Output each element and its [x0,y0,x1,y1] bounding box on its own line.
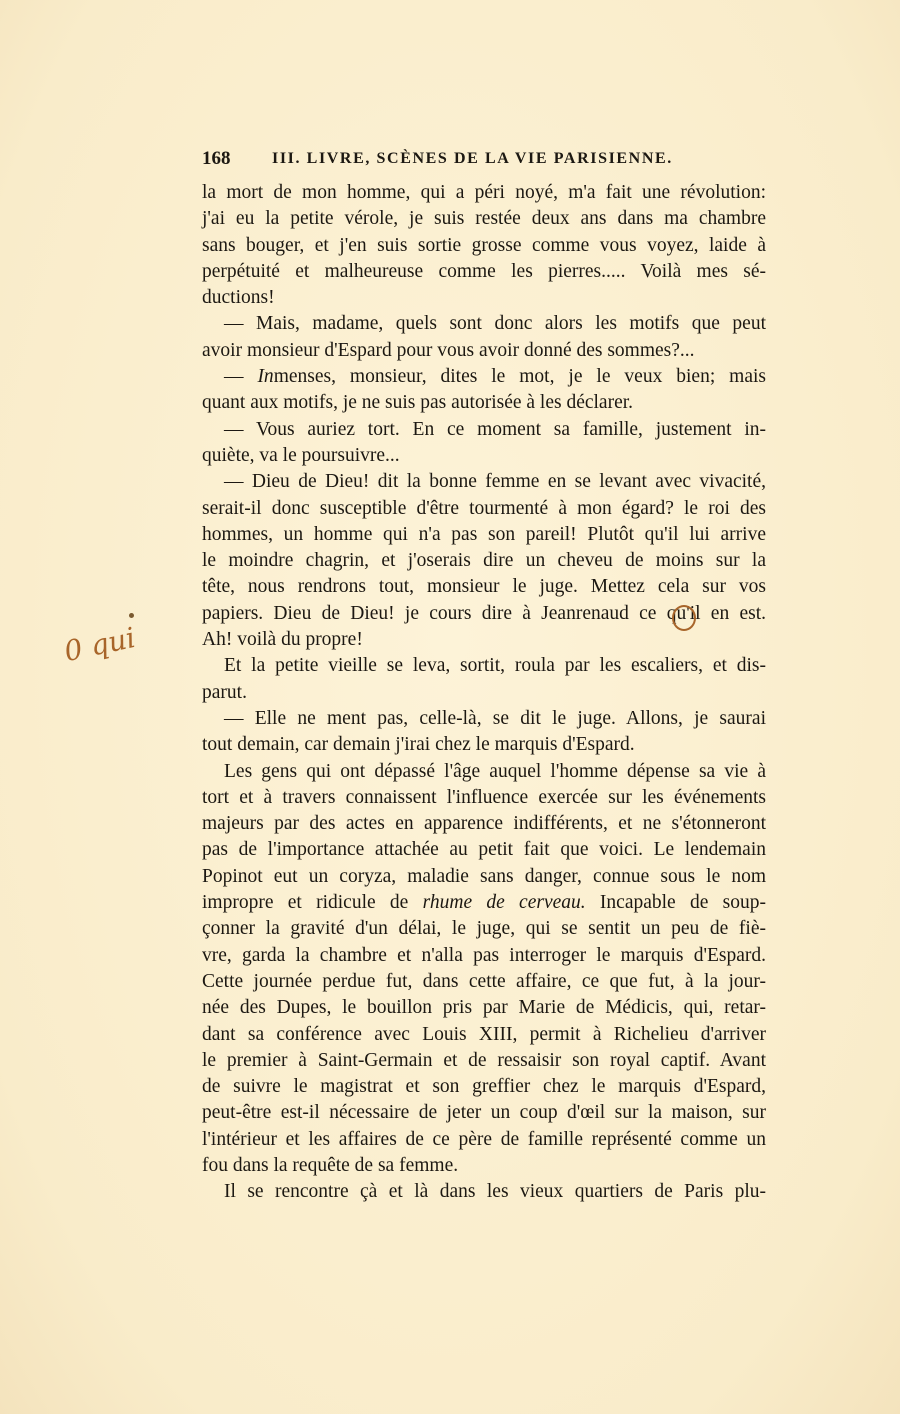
line-text: parut. [202,681,247,703]
line-text: quiète, va le poursuivre... [202,444,400,466]
proofreading-circle-mark [672,605,696,631]
text-line [202,837,766,863]
line-text: sans bouger, et j'en suis sortie grosse comme vous voyez, laide à [202,234,766,256]
text-line [202,1153,766,1179]
line-text: dant sa conférence avec Louis XIII, permit à Richelieu d'arriver [202,1023,766,1045]
line-text: Cette journée perdue fut, dans cette affaire, ce que fut, à la jour- [202,970,766,992]
line-text: quant aux motifs, je ne suis pas autorisée à les déclarer. [202,392,634,414]
text-line [202,233,766,259]
line-text: — Dieu de Dieu! dit la bonne femme en se levant avec vivacité, [224,471,766,493]
text-line [202,574,766,600]
text-line [202,180,766,206]
text-line [202,1100,766,1126]
text-line [202,364,766,390]
line-text: tout demain, car demain j'irai chez le marquis d'Espard. [202,734,635,756]
text-line [202,285,766,311]
text-line [202,469,766,495]
text-line [202,522,766,548]
text-line [202,1048,766,1074]
text-line [202,1022,766,1048]
text-line [202,548,766,574]
page-body-text [202,180,766,1206]
handwritten-margin-note: 0 qui [61,620,139,669]
text-line [202,706,766,732]
page-number: 168 [202,148,231,169]
running-title: III. LIVRE, SCÈNES DE LA VIE PARISIENNE. [272,150,673,167]
line-text: perpétuité et malheureuse comme les pierres..... Voilà mes sé- [202,260,766,282]
text-line [202,1179,766,1205]
line-text: Il se rencontre çà et là dans les vieux quartiers de Paris plu- [224,1181,766,1203]
line-text: — Elle ne ment pas, celle-là, se dit le juge. Allons, je saurai [224,707,766,729]
text-line [202,732,766,758]
text-line [202,259,766,285]
line-text: peut-être est-il nécessaire de jeter un coup d'œil sur la maison, sur [202,1102,766,1124]
text-line [202,995,766,1021]
text-line [202,311,766,337]
italic-text: In [257,366,274,388]
line-text: fou dans la requête de sa femme. [202,1154,459,1176]
line-text: ductions! [202,287,275,309]
line-text: menses, monsieur, dites le mot, je le veux bien; mais [273,366,766,388]
line-text: j'ai eu la petite vérole, je suis restée deux ans dans ma chambre [202,208,766,230]
line-text: le moindre chagrin, et j'oserais dire un cheveu de moins sur la [202,550,766,572]
text-line [202,785,766,811]
line-text: pas de l'importance attachée au petit fait que voici. Le lendemain [202,839,766,861]
italic-text: rhume de cerveau. [422,892,586,914]
text-line [202,627,766,653]
line-text: çonner la gravité d'un délai, le juge, qui se sentit un peu de fiè- [202,918,766,940]
line-text: papiers. Dieu de Dieu! je cours dire à Jeanrenaud ce qu'il en est. [202,602,766,624]
text-line [202,653,766,679]
line-text: hommes, un homme qui n'a pas son pareil! Plutôt qu'il lui arrive [202,523,766,545]
line-text: née des Dupes, le bouillon pris par Marie de Médicis, qui, retar- [202,997,766,1019]
text-line [202,443,766,469]
line-text: l'intérieur et les affaires de ce père de famille représenté comme un [202,1128,766,1150]
line-text: Les gens qui ont dépassé l'âge auquel l'homme dépense sa vie à [224,760,766,782]
line-text: tête, nous rendrons tout, monsieur le juge. Mettez cela sur vos [202,576,766,598]
line-text: Incapable de soup- [585,892,766,914]
line-text: tort et à travers connaissent l'influence exercée sur les événements [202,786,766,808]
line-text: impropre et ridicule de [202,892,423,914]
line-text: — [224,366,258,388]
line-text: serait-il donc susceptible d'être tourmenté à mon égard? le roi des [202,497,766,519]
line-text: Popinot eut un coryza, maladie sans danger, connue sous le nom [202,865,766,887]
line-text: de suivre le magistrat et son greffier chez le marquis d'Espard, [202,1076,766,1098]
line-text: — Vous auriez tort. En ce moment sa famille, justement in- [224,418,766,440]
text-line [202,390,766,416]
text-line [202,759,766,785]
text-line [202,680,766,706]
line-text: Ah! voilà du propre! [202,629,363,651]
text-line [202,943,766,969]
line-text: avoir monsieur d'Espard pour vous avoir donné des sommes?... [202,339,695,361]
text-line [202,206,766,232]
text-line [202,916,766,942]
text-line [202,1127,766,1153]
ink-dot [129,613,134,618]
line-text: majeurs par des actes en apparence indifférents, et ne s'étonneront [202,813,766,835]
text-line [202,417,766,443]
line-text: Et la petite vieille se leva, sortit, roula par les escaliers, et dis- [224,655,766,677]
text-line [202,864,766,890]
text-line [202,496,766,522]
line-text: — Mais, madame, quels sont donc alors les motifs que peut [224,313,766,335]
running-header [202,148,768,174]
text-line [202,890,766,916]
line-text: la mort de mon homme, qui a péri noyé, m'a fait une révolution: [202,182,766,203]
text-line [202,338,766,364]
text-line [202,811,766,837]
line-text: le premier à Saint-Germain et de ressaisir son royal captif. Avant [202,1049,766,1071]
text-line [202,1074,766,1100]
line-text: vre, garda la chambre et n'alla pas interroger le marquis d'Espard. [202,944,766,966]
text-line [202,969,766,995]
